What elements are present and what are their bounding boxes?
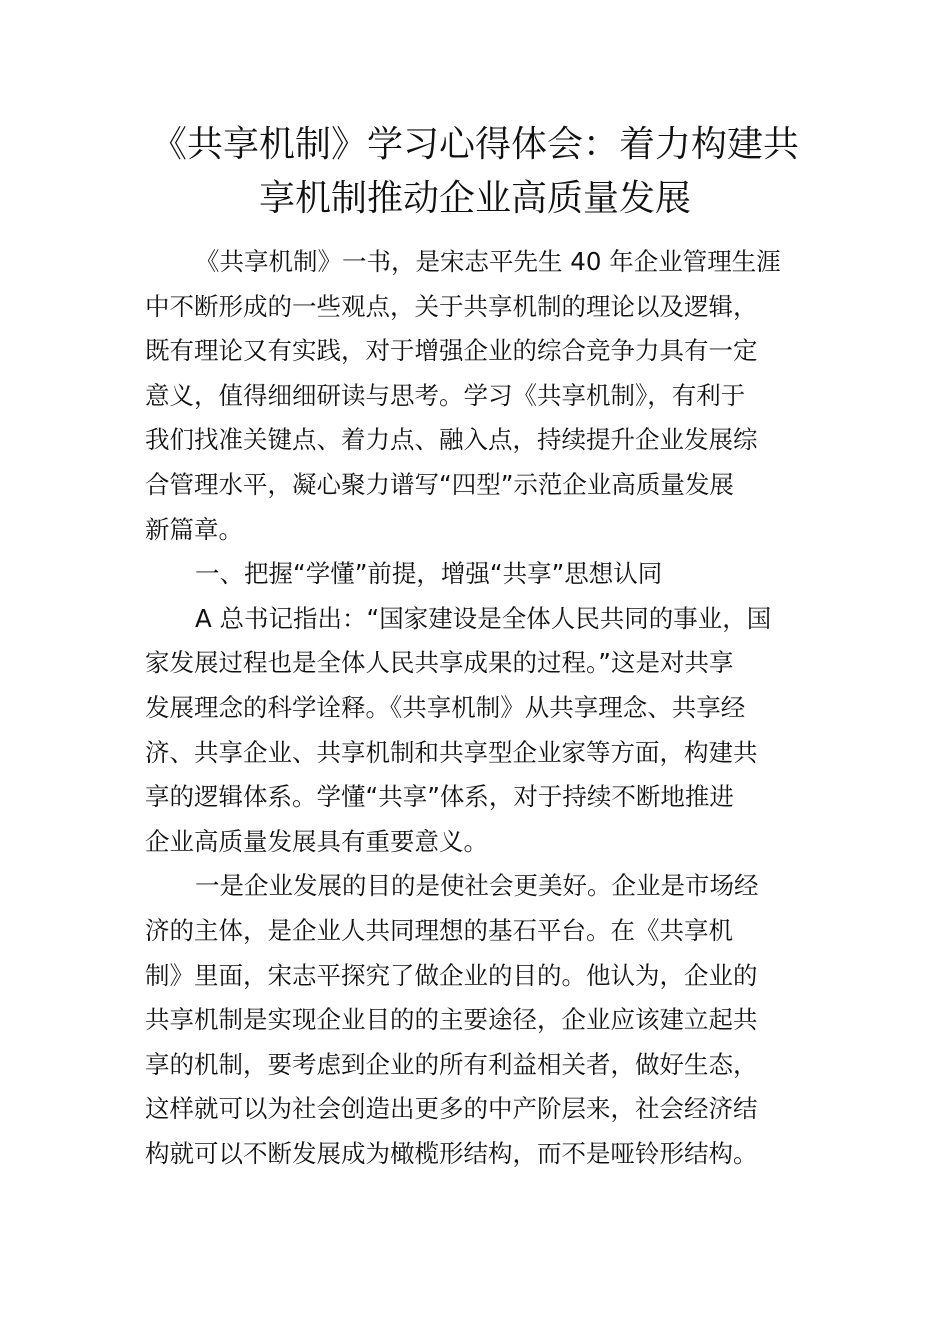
body-line: 济的主体，是企业人共同理想的基石平台。在《共享机 bbox=[145, 915, 733, 945]
body-line: 既有理论又有实践，对于增强企业的综合竞争力具有一定 bbox=[145, 336, 758, 366]
body-line: 发展理念的科学诠释。《共享机制》从共享理念、共享经 bbox=[145, 692, 746, 722]
body-line: 享的机制，要考虑到企业的所有利益相关者，做好生态， bbox=[145, 1049, 758, 1079]
document-body bbox=[145, 240, 810, 1176]
body-line: A 总书记指出：“国家建设是全体人民共同的事业，国 bbox=[195, 603, 772, 633]
document-title bbox=[130, 118, 820, 226]
body-line: 济、共享企业、共享机制和共享型企业家等方面，构建共 bbox=[145, 737, 758, 767]
title-line-1: 《共享机制》学习心得体会：着力构建共 bbox=[150, 124, 799, 165]
body-line: 中不断形成的一些观点，关于共享机制的理论以及逻辑， bbox=[145, 291, 758, 321]
section-heading: 一、把握“学懂”前提，增强“共享”思想认同 bbox=[195, 559, 663, 589]
body-line: 合管理水平，凝心聚力谱写“四型”示范企业高质量发展 bbox=[145, 469, 734, 499]
body-line: 制》里面，宋志平探究了做企业的目的。他认为，企业的 bbox=[145, 960, 758, 990]
body-line: 一是企业发展的目的是使社会更美好。企业是市场经 bbox=[195, 871, 759, 901]
body-line: 享的逻辑体系。学懂“共享”体系，对于持续不断地推进 bbox=[145, 782, 734, 812]
body-line: 《共享机制》一书，是宋志平先生 40 年企业管理生涯 bbox=[195, 247, 781, 276]
body-line: 这样就可以为社会创造出更多的中产阶层来，社会经济结 bbox=[145, 1094, 758, 1124]
body-line: 意义，值得细细研读与思考。学习《共享机制》，有利于 bbox=[145, 380, 746, 410]
body-line: 家发展过程也是全体人民共享成果的过程。”这是对共享 bbox=[145, 648, 734, 678]
body-line: 构就可以不断发展成为橄榄形结构，而不是哑铃形结构。 bbox=[145, 1138, 758, 1168]
body-line: 新篇章。 bbox=[145, 514, 243, 544]
body-line: 我们找准关键点、着力点、融入点，持续提升企业发展综 bbox=[145, 425, 758, 455]
body-line: 企业高质量发展具有重要意义。 bbox=[145, 826, 488, 856]
body-line: 共享机制是实现企业目的的主要途径，企业应该建立起共 bbox=[145, 1005, 758, 1035]
title-line-2: 享机制推动企业高质量发展 bbox=[258, 178, 691, 219]
